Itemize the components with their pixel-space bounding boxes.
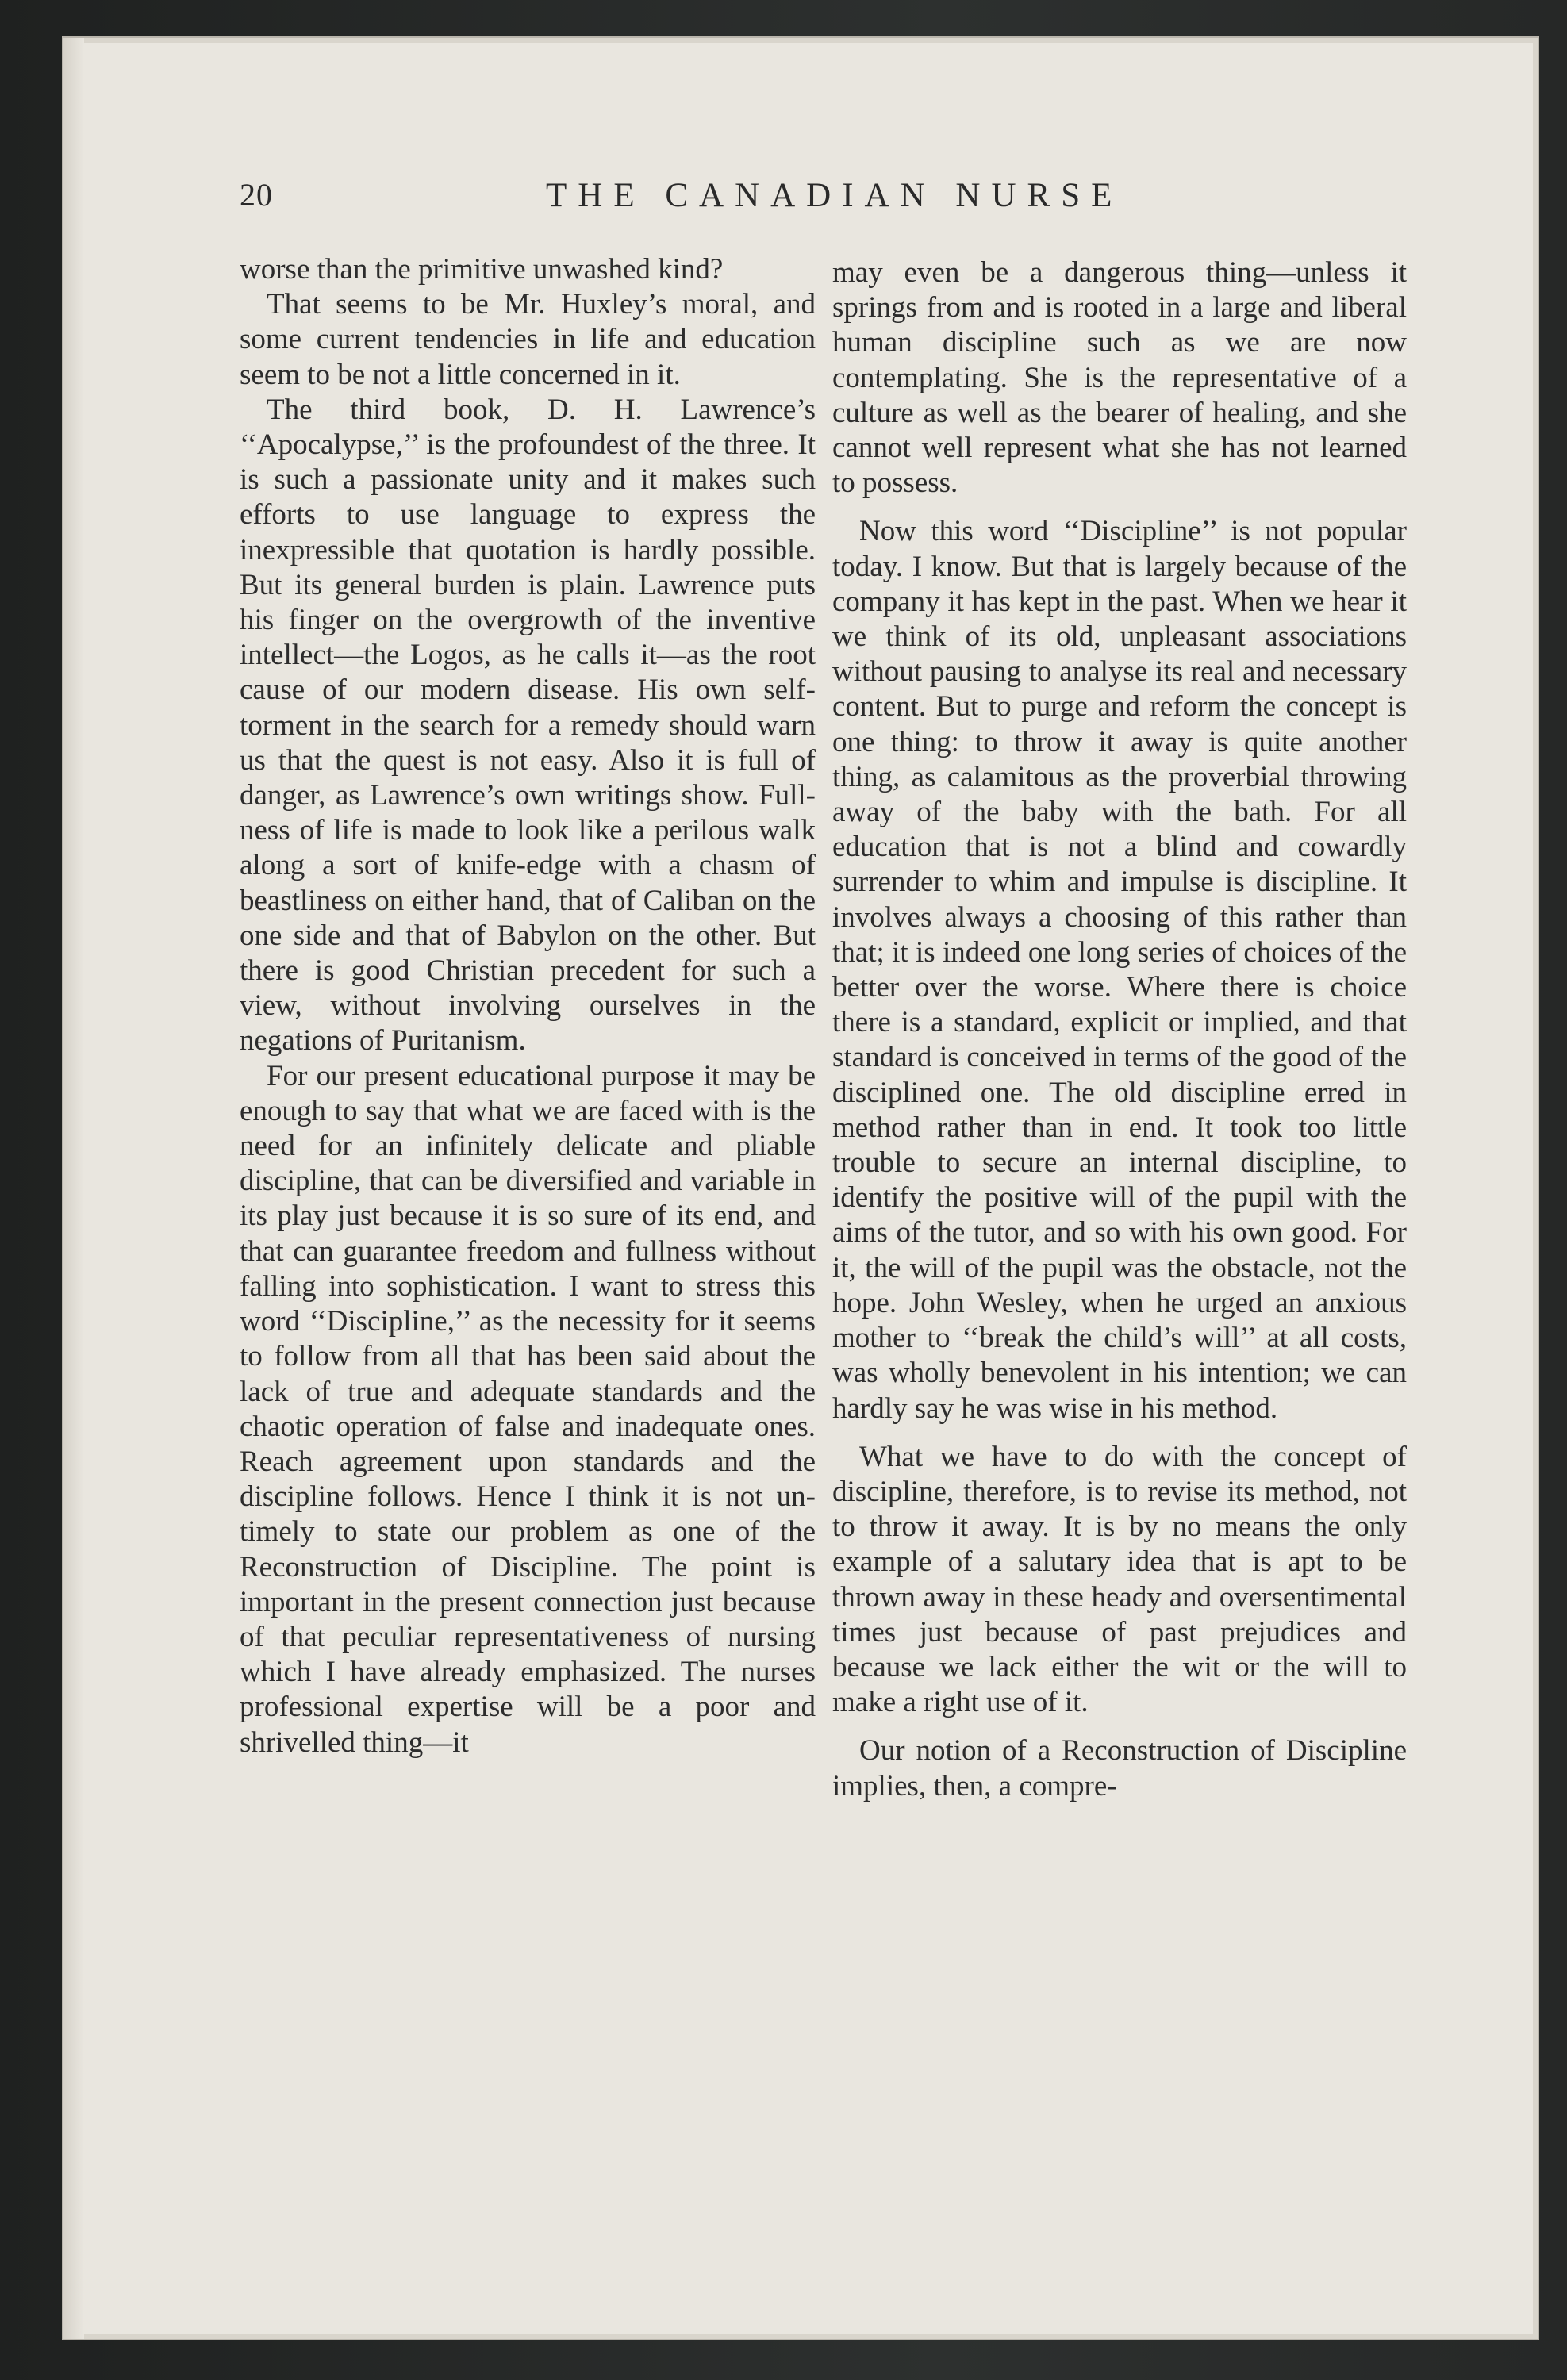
running-header [176,176,1422,224]
journal-title: THE CANADIAN NURSE [546,177,1123,214]
left-column [240,252,816,1760]
paragraph: That seems to be Mr. Huxley’s moral, and some current tendencies in life and education seem to be not a little concerned in it. [240,288,816,391]
paragraph: The third book, D. H. Lawrence’s ‘‘Apocalypse,’’ is the profoundest of the three. It is such a passionate unity and it makes such efforts to use language to express the inexpressible that quotation is hardly possible. But its general burden is plain. Lawrence puts his finger on the overgrowth of the inventive intellect—the Logos, as he calls it—as the root cause of our modern disease. His own self-torment in the search for a remedy should warn us that the quest is not easy. Also it is full of danger, as Lawrence’s own writings show. Fullness of life is made to look like a perilous walk along a sort of knife-edge with a chasm of beastliness on either hand, that of Caliban on the one side and that of Babylon on the other. But there is good Christian precedent for such a view, without involving ourselves in the negations of Puritanism. [240,393,816,1058]
paragraph: worse than the primitive unwashed kind? [240,253,724,286]
paragraph: For our present educational purpose it may be enough to say that what we are faced with is the need for an infinitely delicate and pliable discipline, that can be diversified and variable in its play just because it is so sure of its end, and that can guarantee freedom and fullness without falling into sophistication. I want to stress this word ‘‘Discipline,’’ as the necessity for it seems to follow from all that has been said about the lack of true and adequate standards and the chaotic operation of false and inadequate ones. Reach agreement upon standards and the discipline follows. Hence I think it is not untimely to state our problem as one of the Reconstruction of Discipline. The point is important in the present connection just because of that peculiar representativeness of nursing which I have already emphasized. The nurses professional expertise will be a poor and shrivelled thing—it [240,1059,816,1759]
page-number: 20 [240,177,273,213]
paragraph: Our notion of a Reconstruction of Discipline implies, then, a compre- [832,1734,1407,1802]
page-gutter-shadow [63,38,84,2339]
paragraph: Now this word ‘‘Discipline’’ is not popular today. I know. But that is largely because of the company it has kept in the past. When we hear it we think of its old, unpleasant associations without pausing to analyse its real and necessary content. But to purge and reform the concept is one thing: to throw it away is quite another thing, as calamitous as the proverbial throwing away of the baby with the bath. For all education that is not a blind and cowardly surrender to whim and impulse is discipline. It involves always a choosing of this rather than that; it is indeed one long series of choices of the better over the worse. Where there is choice there is a standard, explicit or implied, and that standard is conceived in terms of the good of the disciplined one. The old discipline erred in method rather than in end. It took too little trouble to secure an internal discipline, to identify the positive will of the pupil with the aims of the tutor, and so with his own good. For it, the will of the pupil was the obstacle, not the hope. John Wesley, when he urged an anxious mother to ‘‘break the child’s will’’ at all costs, was wholly benevolent in his intention; we can hardly say he was wise in his method. [832,515,1407,1425]
paragraph: may even be a dangerous thing—unless it springs from and is rooted in a large and liberal human discipline such as we are now contemplating. She is the representative of a culture as well as the bearer of healing, and she cannot well represent what she has not learned to possess. [832,256,1407,500]
right-column [832,255,1407,1804]
paragraph: What we have to do with the concept of discipline, therefore, is to revise its method, not to throw it away. It is by no means the only example of a salutary idea that is apt to be thrown away in these heady and oversentimental times just because of past prejudices and because we lack either the wit or the will to make a right use of it. [832,1440,1407,1719]
